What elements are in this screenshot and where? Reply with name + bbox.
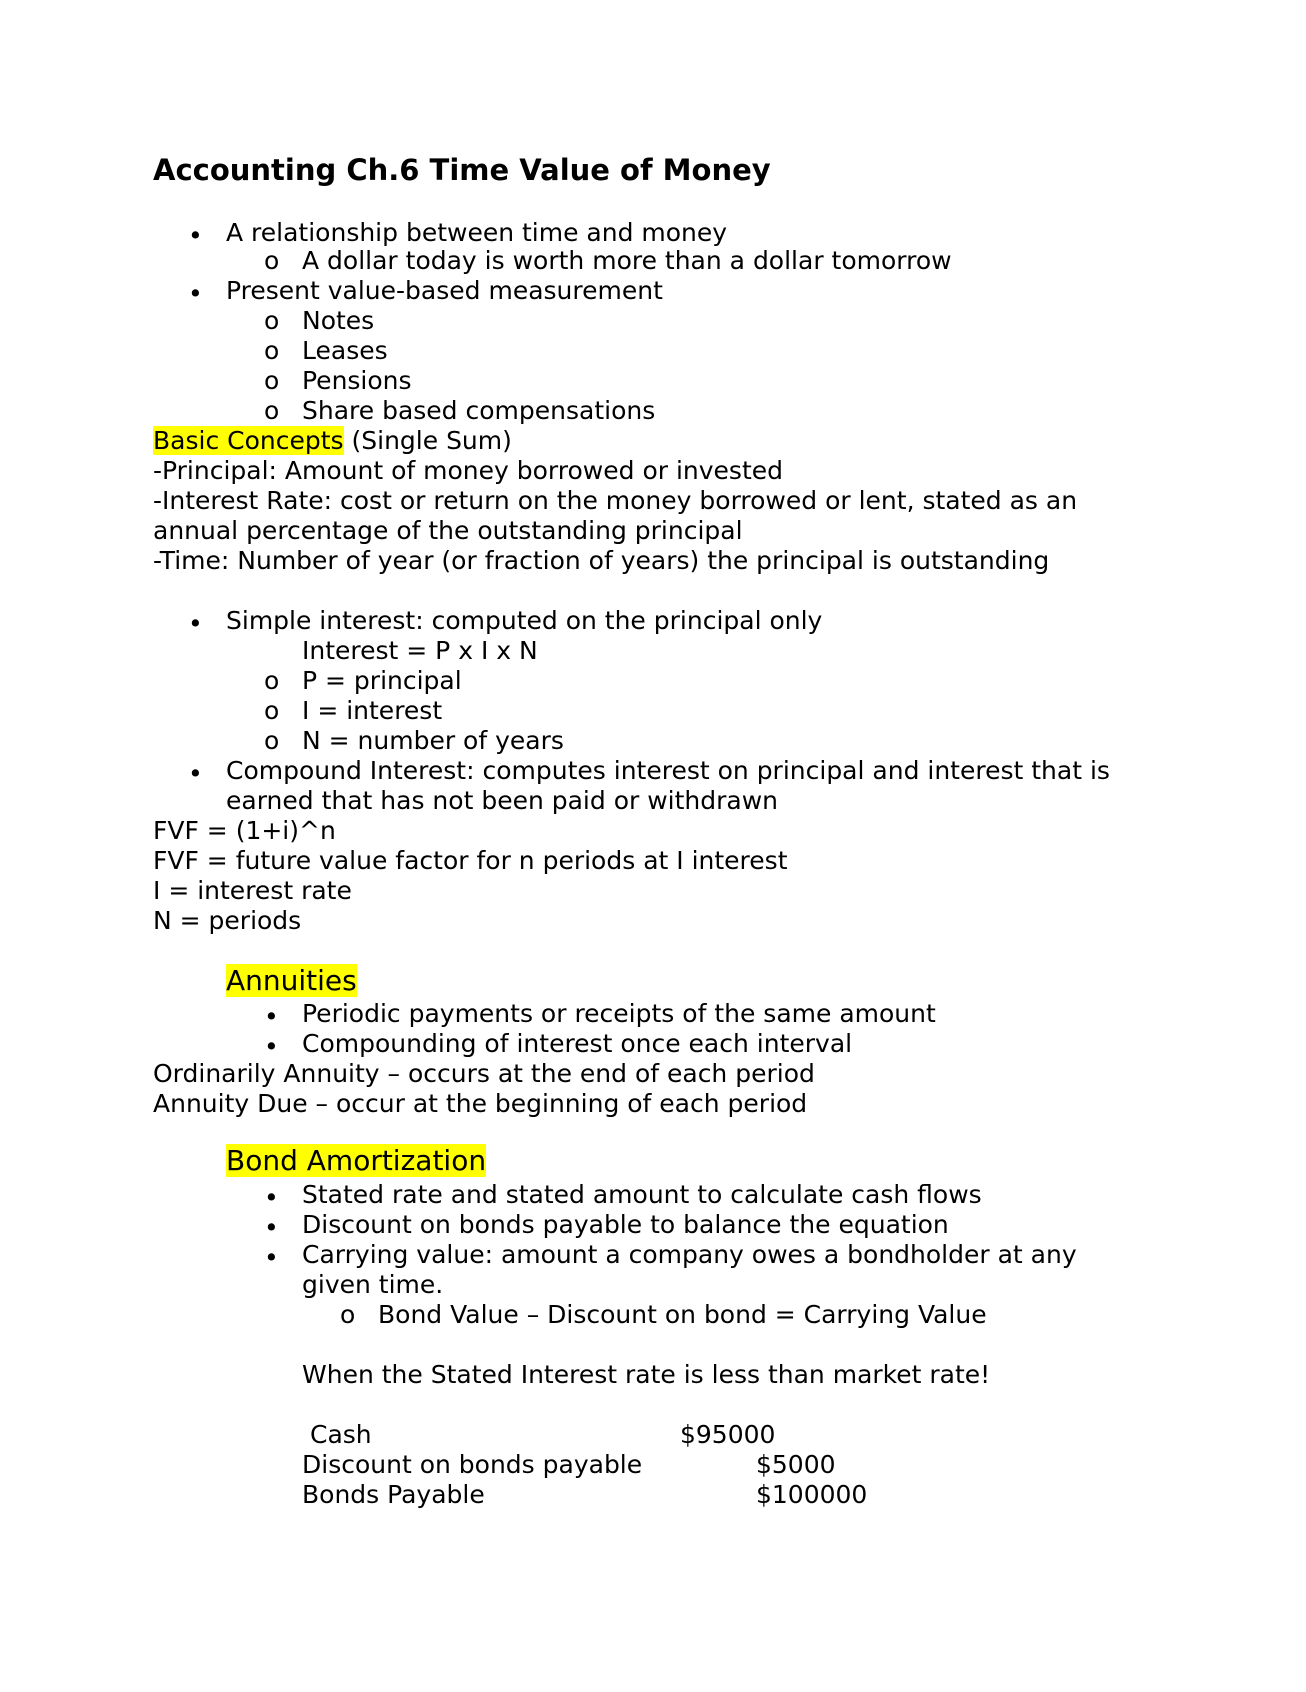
annuity-due: Annuity Due – occur at the beginning of each period: [153, 1089, 808, 1118]
var-principal: P = principal: [302, 666, 462, 695]
fvf-definition: FVF = future value factor for n periods at I interest: [153, 846, 788, 875]
time-definition: -Time: Number of year (or fraction of years) the principal is outstanding: [153, 546, 1050, 575]
bullet-marker: •: [264, 1243, 279, 1272]
bullet-marker: •: [188, 221, 203, 250]
bullet-compounding: Compounding of interest once each interval: [302, 1029, 853, 1058]
basic-concepts-suffix: (Single Sum): [343, 426, 512, 455]
interest-rate-definition: -Interest Rate: cost or return on the money borrowed or lent, stated as an: [153, 486, 1078, 515]
entry-bonds-payable-amount: $100000: [756, 1480, 868, 1509]
entry-discount-label: Discount on bonds payable: [302, 1450, 643, 1479]
sub-bullet-marker: o: [340, 1300, 356, 1329]
sub-bullet-pensions: Pensions: [302, 366, 412, 395]
sub-bullet-marker: o: [264, 726, 280, 755]
sub-bullet-share-based: Share based compensations: [302, 396, 656, 425]
interest-rate-definition-cont: annual percentage of the outstanding principal: [153, 516, 743, 545]
i-definition: I = interest rate: [153, 876, 352, 905]
bullet-relationship: A relationship between time and money: [226, 218, 728, 247]
sub-bullet-leases: Leases: [302, 336, 388, 365]
sub-bullet-marker: o: [264, 696, 280, 725]
bullet-stated-rate: Stated rate and stated amount to calculate cash flows: [302, 1180, 982, 1209]
entry-bonds-payable-label: Bonds Payable: [302, 1480, 485, 1509]
var-years: N = number of years: [302, 726, 564, 755]
compound-interest-cont: earned that has not been paid or withdrawn: [226, 786, 779, 815]
bullet-marker: •: [188, 279, 203, 308]
var-interest: I = interest: [302, 696, 443, 725]
carrying-value-cont: given time.: [302, 1270, 444, 1299]
bullet-discount-on-bonds: Discount on bonds payable to balance the equation: [302, 1210, 949, 1239]
sub-bullet-marker: o: [264, 366, 280, 395]
basic-concepts-heading: Basic Concepts: [153, 426, 344, 455]
sub-bullet-marker: o: [264, 246, 280, 275]
n-definition: N = periods: [153, 906, 302, 935]
bullet-carrying-value: Carrying value: amount a company owes a bondholder at any: [302, 1240, 1077, 1269]
bullet-marker: •: [264, 1213, 279, 1242]
entry-cash-amount: $95000: [680, 1420, 776, 1449]
principal-definition: -Principal: Amount of money borrowed or invested: [153, 456, 784, 485]
annuities-heading-line: [226, 966, 357, 996]
bond-amortization-heading-line: [226, 1146, 486, 1176]
entry-cash-label: Cash: [310, 1420, 372, 1449]
ordinary-annuity: Ordinarily Annuity – occurs at the end of each period: [153, 1059, 815, 1088]
bullet-marker: •: [264, 1032, 279, 1061]
sub-bullet-marker: o: [264, 336, 280, 365]
bullet-marker: •: [188, 609, 203, 638]
sub-bullet-dollar-today: A dollar today is worth more than a dollar tomorrow: [302, 246, 952, 275]
sub-bullet-notes: Notes: [302, 306, 375, 335]
sub-bullet-marker: o: [264, 396, 280, 425]
bond-amortization-heading: Bond Amortization: [226, 1144, 487, 1177]
bullet-simple-interest: Simple interest: computed on the principal only: [226, 606, 823, 635]
simple-interest-formula: Interest = P x I x N: [302, 636, 538, 665]
sub-bullet-marker: o: [264, 306, 280, 335]
bullet-marker: •: [264, 1002, 279, 1031]
bullet-periodic-payments: Periodic payments or receipts of the same amount: [302, 999, 936, 1028]
bullet-marker: •: [264, 1183, 279, 1212]
sub-bullet-bond-value: Bond Value – Discount on bond = Carrying Value: [378, 1300, 987, 1329]
bullet-marker: •: [188, 759, 203, 788]
sub-bullet-marker: o: [264, 666, 280, 695]
basic-concepts-heading-line: [153, 426, 512, 456]
bullet-compound-interest: Compound Interest: computes interest on principal and interest that is: [226, 756, 1110, 785]
stated-rate-note: When the Stated Interest rate is less than market rate!: [302, 1360, 991, 1389]
annuities-heading: Annuities: [226, 964, 357, 997]
page-title: Accounting Ch.6 Time Value of Money: [153, 153, 771, 187]
bullet-present-value: Present value-based measurement: [226, 276, 663, 305]
entry-discount-amount: $5000: [756, 1450, 836, 1479]
fvf-formula: FVF = (1+i)^n: [153, 816, 336, 845]
